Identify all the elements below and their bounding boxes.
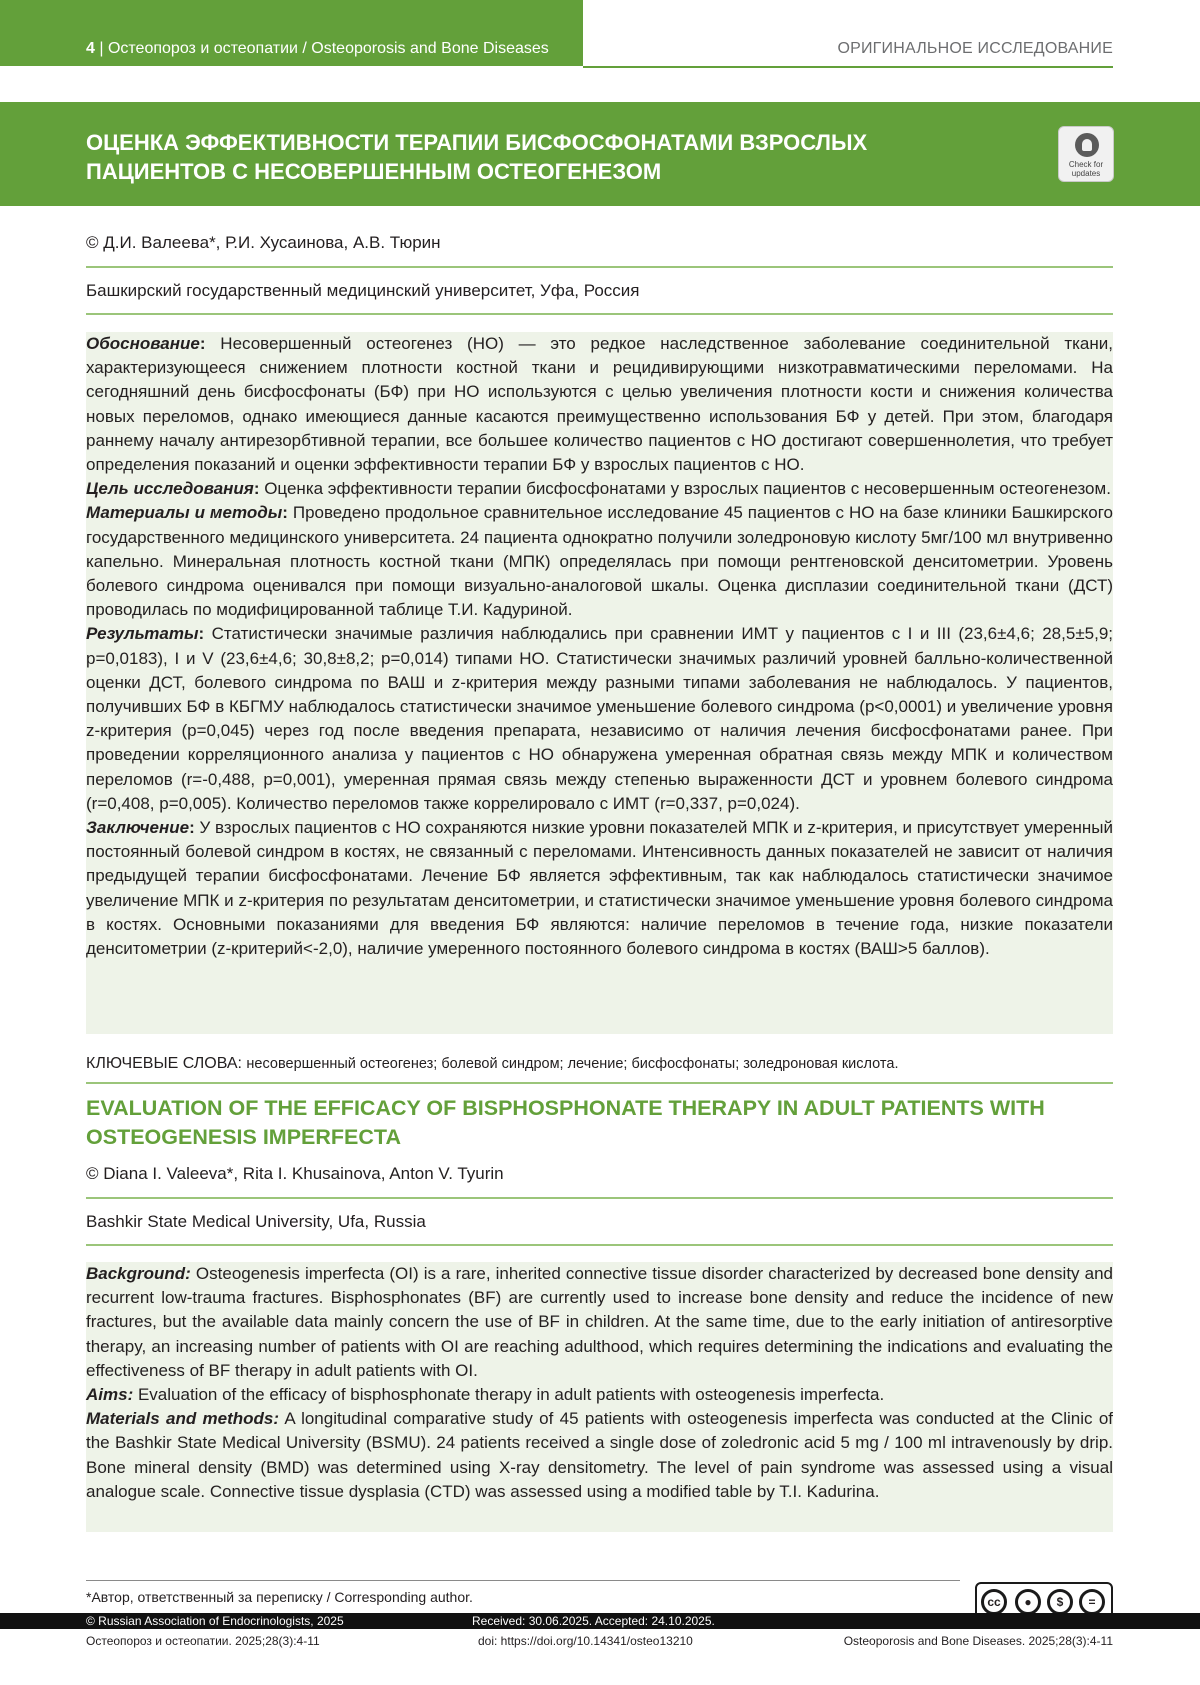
running-header <box>0 0 1200 70</box>
article-section: ОРИГИНАЛЬНОЕ ИССЛЕДОВАНИЕ <box>837 40 1113 57</box>
header-rule <box>583 66 1113 68</box>
corresponding-author-note: *Автор, ответственный за переписку / Corresponding author. <box>86 1589 473 1605</box>
section-label: Background: <box>86 1264 191 1283</box>
received-accepted-dates: Received: 30.06.2025. Accepted: 24.10.2025. <box>472 1614 715 1628</box>
citation-ru: Остеопороз и остеопатии. 2025;28(3):4-11 <box>86 1634 320 1648</box>
keywords-label: КЛЮЧЕВЫЕ СЛОВА: <box>86 1055 242 1072</box>
footer-bar <box>0 1613 1200 1629</box>
section-label: Materials and methods: <box>86 1409 280 1429</box>
journal-running-title <box>86 40 549 58</box>
section-label: Материалы и методы <box>86 503 283 523</box>
article-title-en: EVALUATION OF THE EFFICACY OF BISPHOSPHONATE THERAPY IN ADULT PATIENTS WITH OSTEOGENESIS IMPERFECTA <box>86 1096 1045 1149</box>
section-label: Обоснование <box>86 334 200 353</box>
section-text: Evaluation of the efficacy of bisphosphonate therapy in adult patients with osteogenesis imperfecta. <box>137 1385 885 1405</box>
by-icon: ● <box>1015 1589 1041 1615</box>
divider <box>86 1082 1113 1084</box>
authors-ru: © Д.И. Валеева*, Р.И. Хусаинова, А.В. Тюрин <box>86 233 441 252</box>
divider <box>86 266 1113 268</box>
section-text: Osteogenesis imperfecta (OI) is a rare, inherited connective tissue disorder characterized by decreased bone density and recurrent low-trauma fractures. Bisphosphonates (BF) are currently used to increase bone density and reduce the incidence of new fractures, but the available data mainly concern the use of BF in children. At the same time, due to the early initiation of antiresorptive therapy, an increasing number of patients with OI are reaching adulthood, which requires determining the indications and evaluating the effectiveness of BF therapy in adult patients with OI. <box>86 1264 1113 1380</box>
abstract-ru-results: Результаты: Статистически значимые различия наблюдались при сравнении ИМТ у пациентов с I и III (23,6±4,6; 28,5±5,9; p=0,0183), I и V (23,6±4,6; 30,8±8,2; p=0,014) типами НО. Статистически значимых различий уровней балльно-количественной оценки ДСТ, болевого синдрома по ВАШ и z-критерия между разными типами заболевания не наблюдалось. У пациентов, получивших БФ в КБГМУ наблюдалось статистически значимое уменьшение болевого синдрома (p<0,0001) и увеличение уровня z-критерия (p=0,045) через год после введения препарата, независимо от наличия лечения бисфосфонатами ранее. При проведении корреляционного анализа у пациентов с НО обнаружена умеренная обратная связь между МПК и количеством переломов (r=-0,488, p=0,001), умеренная прямая связь между степенью выраженности ДСТ и уровнем болевого синдрома (r=0,408, p=0,005). Количество переломов также коррелировало с ИМТ (r=0,337, p=0,024). <box>86 624 1113 813</box>
affiliation-en: Bashkir State Medical University, Ufa, Russia <box>86 1212 426 1231</box>
nc-icon: $ <box>1047 1589 1073 1615</box>
check-for-updates-badge[interactable] <box>1058 126 1114 182</box>
article-title-ru: ОЦЕНКА ЭФФЕКТИВНОСТИ ТЕРАПИИ БИСФОСФОНАТАМИ ВЗРОСЛЫХ ПАЦИЕНТОВ С НЕСОВЕРШЕННЫМ ОСТЕОГЕНЕЗОМ <box>86 130 868 184</box>
abstract-en-background <box>86 1262 1113 1383</box>
journal-name: | Остеопороз и остеопатии / Osteoporosis and Bone Diseases <box>99 40 549 57</box>
doi-link[interactable]: doi: https://doi.org/10.14341/osteo13210 <box>478 1634 693 1648</box>
abstract-en-methods <box>86 1407 1113 1504</box>
abstract-ru-conclusion: Заключение: У взрослых пациентов с НО сохраняются низкие уровни показателей МПК и z-критерия, и присутствует умеренный постоянный болевой синдром в костях, не связанный с переломами. Интенсивность данных показателей не зависит от наличия предыдущей терапии бисфосфонатами. Лечение БФ является эффективным, так как наблюдалось статистически значимое увеличение МПК и z-критерия по результатам денситометрии, и статистически значимое уменьшение уровня болевого синдрома в костях. Основными показаниями для введения БФ являются: наличие переломов в течение года, низкие показатели денситометрии (z-критерий<-2,0), наличие умеренного постоянного болевого синдрома в костях (ВАШ>5 баллов). <box>86 818 1114 959</box>
divider <box>86 313 1113 315</box>
section-text: Проведено продольное сравнительное исследование 45 пациентов с НО на базе клиники Башкирского государственного медицинского университета. 24 пациента однократно получили золедроновую кислоту 5мг/100 мл внутривенно капельно. Минеральная плотность костной ткани (МПК) определялась при помощи рентгеновской денситометрии. Уровень болевого синдрома оценивался при помощи визуально-аналоговой шкалы. Оценка дисплазии соединительной ткани (ДСТ) проводилась по модифицированной таблице Т.И. Кадуриной. <box>86 503 1114 620</box>
abstract-ru <box>86 332 1113 1034</box>
keywords-ru <box>86 1054 898 1074</box>
abstract-en-aims <box>86 1383 1113 1407</box>
section-label: Заключение <box>86 818 190 838</box>
section-text: Оценка эффективности терапии бисфосфонатами у взрослых пациентов с несовершенным остеогенезом. <box>264 479 1111 499</box>
abstract-en <box>86 1262 1113 1532</box>
cc-icon: cc <box>981 1589 1007 1615</box>
abstract-ru-aims: Цель исследования: Оценка эффективности терапии бисфосфонатами у взрослых пациентов с несовершенным остеогенезом. <box>86 479 1111 499</box>
citation-en: Osteoporosis and Bone Diseases. 2025;28(3):4-11 <box>843 1634 1113 1648</box>
authors-en: © Diana I. Valeeva*, Rita I. Khusainova, Anton V. Tyurin <box>86 1164 504 1183</box>
section-text: A longitudinal comparative study of 45 patients with osteogenesis imperfecta was conducted at the Clinic of the Bashkir State Medical University (BSMU). 24 patients received a single dose of zoledronic acid 5 mg / 100 ml intravenously by drip. Bone mineral density (BMD) was determined using X-ray densitometry. The level of pain syndrome was assessed using a visual analogue scale. Connective tissue dysplasia (CTD) was assessed using a modified table by T.I. Kadurina. <box>86 1409 1113 1501</box>
section-text: Несовершенный остеогенез (НО) — это редкое наследственное заболевание соединительной ткани, характеризующееся снижением плотности костной ткани и рецидивирующими низкотравматическими переломами. На сегодняшний день бисфосфонаты (БФ) при НО используются с целью увеличения плотности кости и снижения количества новых переломов, однако имеющиеся данные касаются преимущественно использования БФ у детей. При этом, благодаря раннему началу антирезорбтивной терапии, все большее количество пациентов с НО достигают совершеннолетия, что требует определения показаний и оценки эффективности терапии БФ у взрослых пациентов с НО. <box>86 334 1113 475</box>
nd-icon: = <box>1079 1589 1105 1615</box>
section-text: Статистически значимые различия наблюдались при сравнении ИМТ у пациентов с I и III (23,6±4,6; 28,5±5,9; p=0,0183), I и V (23,6±4,6; 30,8±8,2; p=0,014) типами НО. Статистически значимых различий уровней балльно-количественной оценки ДСТ, болевого синдрома по ВАШ и z-критерия между разными типами заболевания не наблюдалось. У пациентов, получивших БФ в КБГМУ наблюдалось статистически значимое уменьшение болевого синдрома (p<0,0001) и увеличение уровня z-критерия (p=0,045) через год после введения препарата, независимо от наличия лечения бисфосфонатами ранее. При проведении корреляционного анализа у пациентов с НО обнаружена умеренная обратная связь между МПК и количеством переломов (r=-0,488, p=0,001), умеренная прямая связь между степенью выраженности ДСТ и уровнем болевого синдрома (r=0,408, p=0,005). Количество переломов также коррелировало с ИМТ (r=0,337, p=0,024). <box>86 624 1113 813</box>
section-text: У взрослых пациентов с НО сохраняются низкие уровни показателей МПК и z-критерия, и присутствует умеренный постоянный болевой синдром в костях, не связанный с переломами. Интенсивность данных показателей не зависит от наличия предыдущей терапии бисфосфонатами. Лечение БФ является эффективным, так как наблюдалось статистически значимое увеличение МПК и z-критерия по результатам денситометрии, и статистически значимое уменьшение уровня болевого синдрома в костях. Основными показаниями для введения БФ являются: наличие переломов в течение года, низкие показатели денситометрии (z-критерий<-2,0), наличие умеренного постоянного болевого синдрома в костях (ВАШ>5 баллов). <box>86 818 1114 959</box>
check-for-updates-label: Check for updates <box>1068 160 1104 178</box>
section-label: Aims: <box>86 1385 134 1405</box>
abstract-ru-background: Обоснование: Несовершенный остеогенез (НО) — это редкое наследственное заболевание соединительной ткани, характеризующееся снижением плотности костной ткани и рецидивирующими низкотравматическими переломами. На сегодняшний день бисфосфонаты (БФ) при НО используются с целью увеличения плотности кости и снижения количества новых переломов, однако имеющиеся данные касаются преимущественно использования БФ у детей. При этом, благодаря раннему началу антирезорбтивной терапии, все большее количество пациентов с НО достигают совершеннолетия, что требует определения показаний и оценки эффективности терапии БФ у взрослых пациентов с НО. <box>86 334 1113 475</box>
keywords-text: несовершенный остеогенез; болевой синдром; лечение; бисфосфонаты; золедроновая кислота. <box>246 1056 899 1072</box>
divider <box>86 1197 1113 1199</box>
page-number: 4 <box>86 40 95 57</box>
affiliation-ru: Башкирский государственный медицинский университет, Уфа, Россия <box>86 281 640 300</box>
section-label: Результаты <box>86 624 199 644</box>
footnote-rule <box>86 1580 960 1581</box>
copyright: © Russian Association of Endocrinologists, 2025 <box>86 1614 344 1628</box>
divider <box>86 1244 1113 1246</box>
section-label: Цель исследования <box>86 479 254 499</box>
abstract-ru-methods: Материалы и методы: Проведено продольное сравнительное исследование 45 пациентов с НО на базе клиники Башкирского государственного медицинского университета. 24 пациента однократно получили золедроновую кислоту 5мг/100 мл внутривенно капельно. Минеральная плотность костной ткани (МПК) определялась при помощи рентгеновской денситометрии. Уровень болевого синдрома оценивался при помощи визуально-аналоговой шкалы. Оценка дисплазии соединительной ткани (ДСТ) проводилась по модифицированной таблице Т.И. Кадуриной. <box>86 503 1114 620</box>
crossmark-icon <box>1075 133 1099 157</box>
title-band <box>0 102 1200 206</box>
